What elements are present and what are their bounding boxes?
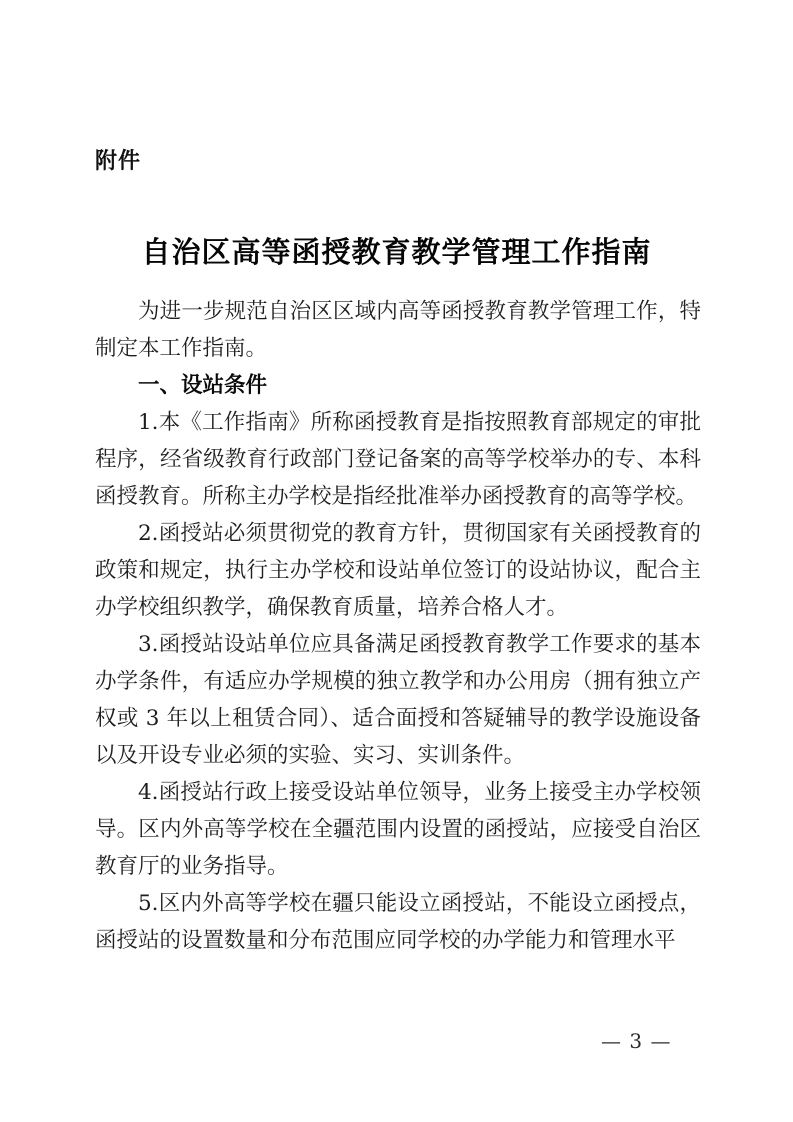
item-paragraph-3: 3.函授站设站单位应具备满足函授教育教学工作要求的基本办学条件，有适应办学规模的独立教学和办公用房（拥有独立产权或 3 年以上租赁合同）、适合面授和答疑辅导的教学设施设备以及开设专业必须的实验、实习、实训条件。 [95,632,701,768]
section-heading: 一、设站条件 [138,373,268,398]
item-paragraph-4: 4.函授站行政上接受设站单位领导，业务上接受主办学校领导。区内外高等学校在全疆范围内设置的函授站，应接受自治区教育厅的业务指导。 [95,780,701,879]
document-title: 自治区高等函授教育教学管理工作指南 [141,235,652,270]
page-number: — 3 — [601,1029,672,1053]
item-paragraph-5: 5.区内外高等学校在疆只能设立函授站，不能设立函授点，函授站的设置数量和分布范围应同学校的办学能力和管理水平 [95,891,701,953]
document-body [95,293,701,959]
attachment-label: 附件 [95,149,142,174]
item-paragraph-1: 1.本《工作指南》所称函授教育是指按照教育部规定的审批程序，经省级教育行政部门登记备案的高等学校举办的专、本科函授教育。所称主办学校是指经批准举办函授教育的高等学校。 [95,410,701,509]
item-paragraph-2: 2.函授站必须贯彻党的教育方针，贯彻国家有关函授教育的政策和规定，执行主办学校和设站单位签订的设站协议，配合主办学校组织教学，确保教育质量，培养合格人才。 [95,521,701,620]
intro-paragraph: 为进一步规范自治区区域内高等函授教育教学管理工作，特制定本工作指南。 [95,299,701,361]
